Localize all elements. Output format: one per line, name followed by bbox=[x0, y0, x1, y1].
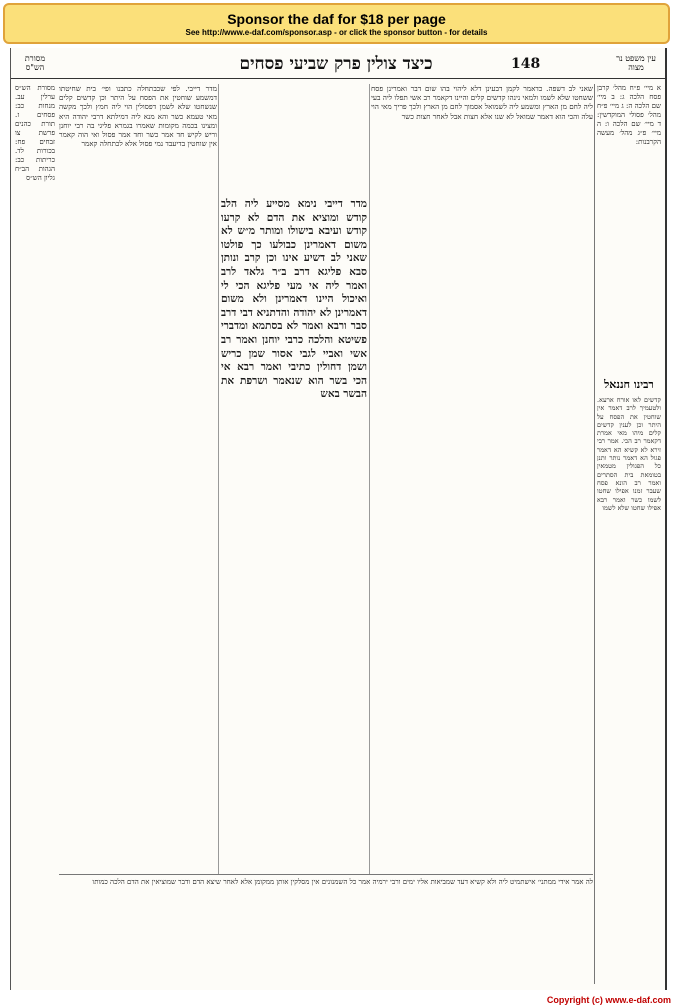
page-title: כיצד צולין פרק שביעי פסחים bbox=[239, 54, 433, 74]
bottom-divider bbox=[59, 874, 593, 875]
ein-mishpat-margin: א מיי׳ פ״ח מהל׳ קרבן פסח הלכה ג: ב מיי׳ שם הלכה ה: ג מיי׳ פ״ח מהל׳ פסולי המוקדשין: ד מיי׳ שם הלכה ו: ה מיי׳ פ״ג מהל׳ מעשה הקרבנות: bbox=[597, 84, 661, 146]
copyright-notice: Copyright (c) www.e-daf.com bbox=[546, 995, 671, 1005]
column-divider bbox=[218, 84, 219, 874]
column-divider bbox=[369, 84, 370, 874]
page-header bbox=[11, 54, 665, 76]
header-rule bbox=[11, 78, 665, 79]
talmud-page bbox=[10, 48, 667, 990]
bottom-commentary: לה אמר אידי ממתני׳ אישתמיט ליה ולא קשיא דעד שמביאות אליו ימים ורבי ירמיה אמר כל השמנונים אין מסלקין אותן ממקומן אלא לאחר שיצא הדם ודבר שמוציאין את הדם הלכה כמותו bbox=[92, 878, 593, 886]
rabbeinu-chananel-heading: רבינו חננאל bbox=[604, 378, 654, 391]
gemara-column: מדר דייבי נימא מסייע ליה הלב קודש ומוציא את הדם לא קרעו קודש ועיבא בישולו ומותר מ״ש לא משום דאמרינן כבולעו כך פולטו שאני לב דשיע אינו וכן קרב ונותן סבא פליגא דרב ב״ר גלאד לרב ואמר ליה אי מעי פליגא הכי לי ואיכול היינו דאמרינן ולא משום דאמרינן לא יהודה והדתניא דבי דרב סבר ורבא ואמר לא בסתמא ומדברי פשיטא והלכה כרבי יוחנן ואמר רב אשי ואביי לגבי אסור שמן כריש ושמן דחולין כתיבי ואמר רבא אי הכי בשר הוא שנאמר ושרפת את הבשר באש bbox=[221, 198, 367, 401]
column-divider bbox=[594, 84, 595, 984]
rabbeinu-chananel-column: קדשים לאו אורח ארעא. ולטעמיך לרב דאמר אין שוחטין את הפסח על היתר וכן לענין קדשים קלים מיהו מאי אמרת דקאמר רב הכי. אמר רבי זירא לא קשיא הא דאמר פגול הא דאמר נותר ותנן כל הפגולין מטמאין בטומאת בית הסתרים ואמר רב הונא פסח שעבר זמנו אפילו שחטו לשמו כשר ואמר רבא אפילו שחטו שלא לשמו bbox=[597, 396, 661, 512]
sponsor-banner[interactable] bbox=[3, 3, 670, 44]
sponsor-link-text[interactable]: See http://www.e-daf.com/sponsor.asp - or click the sponsor button - for details bbox=[185, 28, 488, 37]
masoret-hashas-label: מסורת הש"ס bbox=[24, 54, 46, 72]
masoret-hashas-margin: מסורת הש״ס ערלין עב. מנחות כב: פסחים ז. תורת כהנים פרשת צו זבחים פח: בכורות לד. כריתות כב: הגהות הב״ח גליון הש״ס bbox=[15, 84, 55, 182]
page-number: 148 bbox=[511, 56, 541, 72]
rashi-column: שאני לב דשפה. כדאמר לקמן דבעינן דלא ליהוי בהו שום דבר ואמרינן פסח ששחטו שלא לשמו ולמאי נינהו קדשים קלים והיינו דקאמר רב אשי תפלו ליה בעי ליה לחם מן הארץ ומשמע ליה לשמואל אסמוך לחם מן הארץ ולכך פריך מאי הוי עלה והכי הוא דאמר שמואל לא שנו אלא חצות אבל לאחר חצות כשר bbox=[371, 84, 593, 121]
ein-mishpat-label: עין משפט נר מצוה bbox=[616, 54, 656, 72]
sponsor-title: Sponsor the daf for $18 per page bbox=[227, 11, 446, 27]
tosafot-column: מדר דייבי. לפי שכבתחלה כתבנו ופי׳ בית שחיטתו דמשמע שוחטין את הפסח על היתר וכן קדשים קלים שנשחטו שלא לשמן דפסולין הוי ליה חמץ ולכך מקשה מאי טעמא כשר והא מנא ליה דמילתא דרבי יהודה היא ומצינו בכמה מקומות שאמרו בגמרא פליגי בה רבי יוחנן וריש לקיש חד אמר כשר וחד אמר פסול ואי הוה קאמר אין שוחטין בדיעבד נמי פסול אלא לכתחלה קאמר bbox=[59, 84, 217, 149]
